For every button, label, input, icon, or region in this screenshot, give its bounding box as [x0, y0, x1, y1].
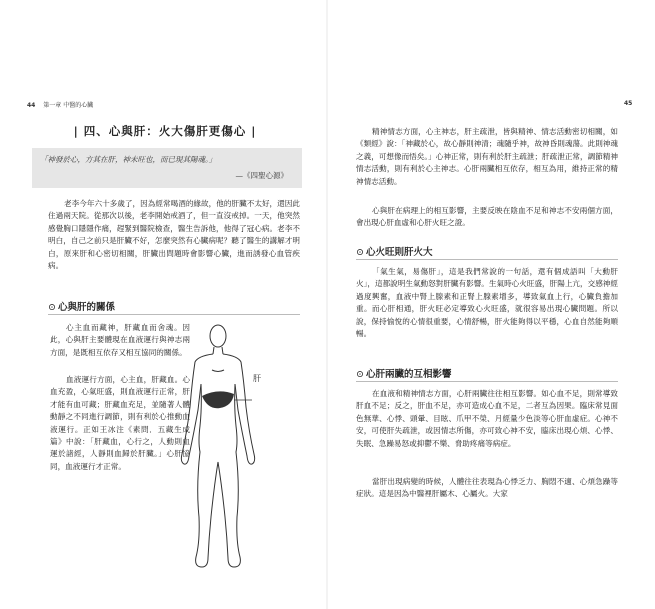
quote-box — [32, 148, 302, 188]
circle-dot-icon: ⊙ — [356, 369, 364, 380]
right-page-number: 45 — [624, 100, 633, 107]
subheading-heart-liver — [48, 299, 115, 313]
subheading-text: 心與肝的關係 — [57, 302, 115, 313]
liver-shape — [202, 391, 234, 408]
quote-text: 「神發於心，方其在肝，神未旺也，而已現其陽魂。」 — [40, 155, 217, 164]
circle-dot-icon: ⊙ — [48, 302, 56, 313]
subheading-rule — [356, 259, 618, 260]
circle-dot-icon: ⊙ — [356, 247, 364, 258]
subheading-mutual-influence — [356, 366, 451, 380]
subheading-rule — [356, 381, 618, 382]
figure-label-liver: 肝 — [253, 374, 261, 383]
intro-paragraph: 老李今年六十多歲了，因為經常喝酒的緣故，他的肝臟不太好，還因此住過兩天院。從那次以後，老李開始戒酒了，但一直沒戒掉。一天，他突然感覺胸口隱隱作痛，趕緊到醫院檢查，醫生告訴他，他得了冠心病。老李不明白，自己之前只是肝臟不好，怎麼突然有心臟病呢？聽了醫生的講解才明白，原來肝和心密切相關，肝臟出問題時會影響心臟，進而誘發心血管疾病。 — [48, 199, 300, 271]
paragraph-pathology: 心與肝在病理上的相互影響，主要反映在陰血不足和神志不安兩個方面，會出現心肝血虛和心肝火旺之證。 — [356, 206, 618, 228]
right-running-head — [624, 100, 638, 107]
subheading-text: 心肝兩臟的互相影響 — [365, 369, 452, 380]
paragraph-spirit-emotion: 精神情志方面，心主神志，肝主疏泄，皆與精神、情志活動密切相關，如《類經》說：「神藏於心，故心靜則神清；魂隨乎神，故神昏則魂蕩。此則神魂之義，可想像而悟矣。」心神正常，則有利於肝主疏泄；肝疏泄正常，調節精神情志活動，則有利於心主神志。心肝兩臟相互依存，相互為用，維持正常的精神情志活動。 — [356, 127, 618, 186]
section-title: | 四、心與肝：火大傷肝更傷心 | — [73, 124, 257, 138]
subheading-text: 心火旺則肝火大 — [365, 247, 433, 258]
quote-source: —《四聖心源》 — [235, 171, 288, 180]
right-page — [328, 0, 655, 609]
paragraph-mutual-influence: 在血液和精神情志方面，心肝兩臟往往相互影響。如心血不足，則常導致肝血不足；反之，肝血不足，亦可造成心血不足，二者互為因果。臨床常見面色無華、心悸、頭暈、目眩、爪甲不榮、月經量少色淡等心肝血虛症。心神不安，可使肝失疏泄，或因情志所傷，亦可致心神不安，臨床出現心煩、心悸、失眠、急躁易怒或抑鬱不樂、脅助疼痛等病症。 — [356, 389, 618, 448]
left-page — [0, 0, 327, 609]
left-running-head — [27, 100, 93, 109]
human-body-liver-figure — [178, 322, 288, 572]
left-chapter-title: 第一章 中醫的心臟 — [43, 102, 94, 109]
paragraph-blood-circulation: 血液運行方面，心主血，肝藏血。心血充盈，心氣旺盛，則血液運行正常，肝才能有血可藏；肝藏血充足，並隨著人體動靜之不同進行調節，則有利於心推動血液運行。正如王冰注《素問．五藏生成篇》中說：「肝藏血，心行之，人動則血運於諸經，人靜則血歸於肝臟。」心肝協同，血液運行才正常。 — [50, 375, 190, 471]
left-page-number: 44 — [27, 102, 36, 109]
paragraph-relationship: 心主血而藏神，肝藏血而舍魂。因此，心與肝主要體現在血液運行與神志兩方面，是既相互依存又相互協同的關係。 — [50, 323, 190, 357]
subheading-heart-fire — [356, 244, 432, 258]
paragraph-liver-disease: 當肝出現病變的時候，人體往往表現為心悸乏力、胸悶不適、心煩急躁等症狀。這是因為中醫裡肝屬木、心屬火。大家 — [356, 477, 618, 499]
paragraph-liver-fire: 「氣生氣，易傷肝」，這是我們常說的一句話，還有個成語叫「大動肝火」，這都說明生氣動怒對肝臟有影響。生氣時心火旺盛，肝陽上亢，交感神經過度興奮，血液中腎上腺素和正腎上腺素增多，導致氣血上行，心臟負擔加重。而心肝相通，肝火旺必定導致心火旺盛，就很容易出現心臟問題。所以說，保持愉悅的心情很重要，心情舒暢，肝火能夠得以平穩，心血自然能夠順暢。 — [356, 267, 618, 339]
subheading-rule — [48, 314, 300, 315]
